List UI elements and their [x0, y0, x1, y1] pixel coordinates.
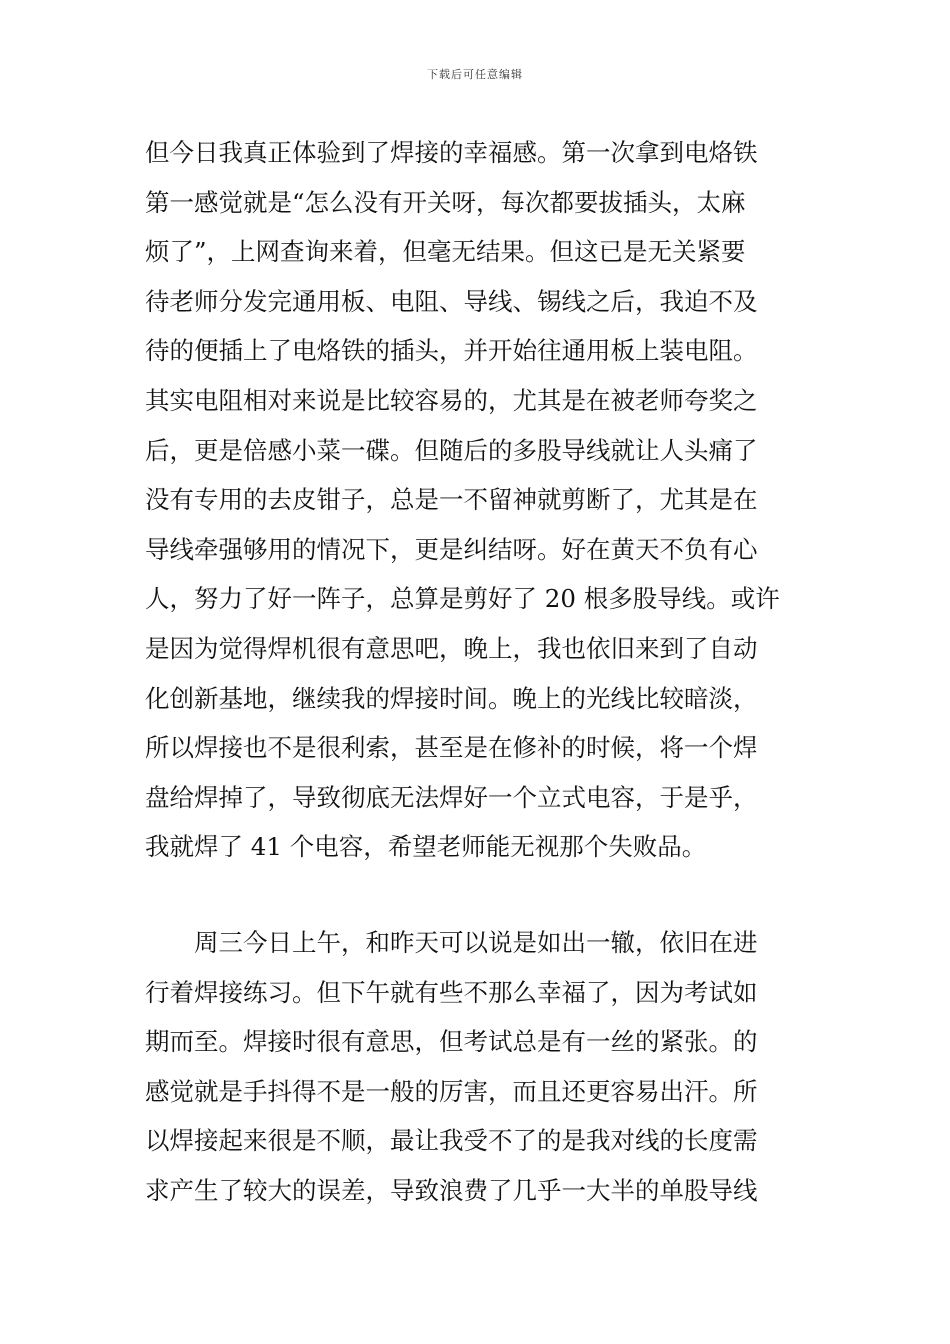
- text-line: 烦了”，上网查询来着，但毫无结果。但这已是无关紧要: [145, 237, 746, 267]
- text-line: 以焊接起来很是不顺，最让我受不了的是我对线的长度需: [145, 1126, 758, 1156]
- text-line: 没有专用的去皮钳子，总是一不留神就剪断了，尤其是在: [145, 485, 758, 515]
- text-line: 周三今日上午，和昨天可以说是如出一辙，依旧在进: [145, 928, 758, 957]
- text-line: 导线牵强够用的情况下，更是纠结呀。好在黄天不负有心: [145, 534, 758, 564]
- text-line: 待老师分发完通用板、电阻、导线、锡线之后，我迫不及: [145, 286, 758, 316]
- text-line: 第一感觉就是“怎么没有开关呀，每次都要拔插头，太麻: [145, 187, 746, 217]
- text-line: 人，努力了好一阵子，总算是剪好了 20 根多股导线。或许: [145, 584, 780, 614]
- text-line: 是因为觉得焊机很有意思吧，晚上，我也依旧来到了自动: [145, 633, 758, 663]
- text-line: 其实电阻相对来说是比较容易的，尤其是在被老师夸奖之: [145, 385, 758, 415]
- paragraph-1: [145, 128, 810, 872]
- text-line: 待的便插上了电烙铁的插头，并开始往通用板上装电阻。: [145, 336, 758, 366]
- text-line: 后，更是倍感小菜一碟。但随后的多股导线就让人头痛了: [145, 435, 758, 465]
- text-line: 我就焊了 41 个电容，希望老师能无视那个失败品。: [145, 832, 707, 862]
- text-line: 所以焊接也不是很利索，甚至是在修补的时候，将一个焊: [145, 733, 758, 763]
- text-line: 感觉就是手抖得不是一般的厉害，而且还更容易出汗。所: [145, 1076, 758, 1106]
- paragraph-2: [145, 918, 810, 1216]
- page-header: 下载后可任意编辑: [427, 68, 523, 81]
- text-line: 盘给焊掉了，导致彻底无法焊好一个立式电容，于是乎，: [145, 782, 758, 812]
- text-line: 化创新基地，继续我的焊接时间。晚上的光线比较暗淡，: [145, 683, 758, 713]
- text-line: 求产生了较大的误差，导致浪费了几乎一大半的单股导线: [145, 1175, 758, 1205]
- text-line: 但今日我真正体验到了焊接的幸福感。第一次拿到电烙铁: [145, 138, 758, 167]
- text-line: 期而至。焊接时很有意思，但考试总是有一丝的紧张。的: [145, 1027, 758, 1057]
- text-line: 行着焊接练习。但下午就有些不那么幸福了，因为考试如: [145, 977, 758, 1007]
